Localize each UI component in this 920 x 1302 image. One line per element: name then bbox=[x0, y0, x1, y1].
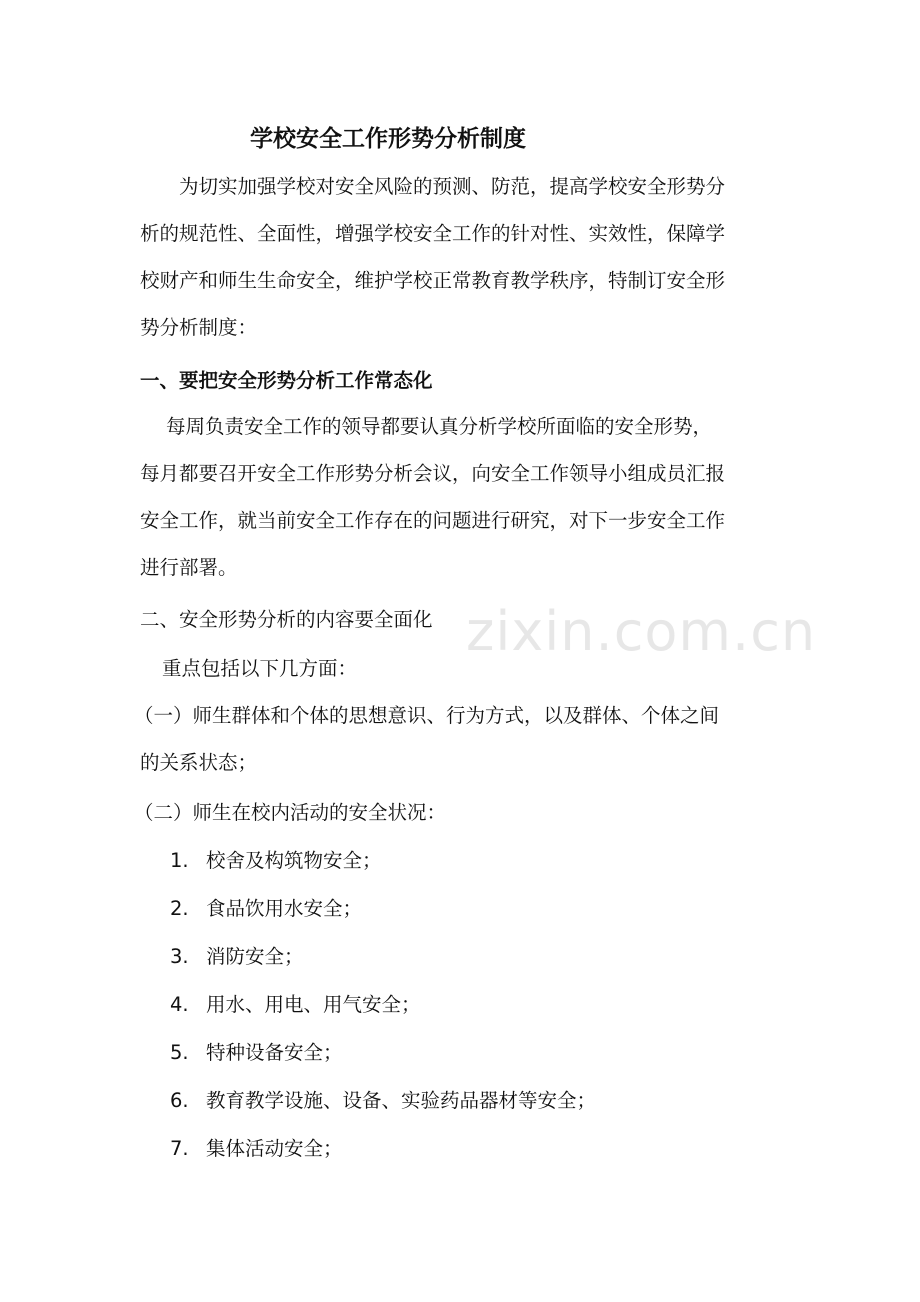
list-item-text: 教育教学设施、设备、实验药品器材等安全； bbox=[206, 1089, 597, 1112]
intro-line: 析的规范性、全面性，增强学校安全工作的针对性、实效性，保障学 bbox=[140, 222, 726, 245]
intro-line: 校财产和师生生命安全，维护学校正常教育教学秩序，特制订安全形 bbox=[140, 269, 726, 292]
list-item bbox=[170, 846, 382, 876]
intro-line: 为切实加强学校对安全风险的预测、防范，提高学校安全形势分 bbox=[140, 175, 726, 198]
list-item-number: 2. bbox=[170, 897, 189, 920]
list-item-text: 集体活动安全； bbox=[206, 1137, 343, 1160]
list-item-number: 5. bbox=[170, 1041, 189, 1064]
list-item bbox=[170, 990, 421, 1020]
list-item bbox=[170, 1038, 343, 1068]
sub1-line: （一）师生群体和个体的思想意识、行为方式，以及群体、个体之间 bbox=[134, 704, 720, 727]
section1-line: 每月都要召开安全工作形势分析会议，向安全工作领导小组成员汇报 bbox=[140, 462, 726, 485]
list-item-text: 食品饮用水安全； bbox=[206, 897, 363, 920]
list-item-text: 特种设备安全； bbox=[206, 1041, 343, 1064]
list-item bbox=[170, 1134, 343, 1164]
section2-lead: 重点包括以下几方面： bbox=[162, 657, 358, 680]
list-item-text: 校舍及构筑物安全； bbox=[206, 849, 382, 872]
section1-line: 进行部署。 bbox=[140, 556, 238, 579]
list-item bbox=[170, 894, 362, 924]
watermark: zixin.com.cn bbox=[466, 600, 817, 663]
section1-heading: 一、要把安全形势分析工作常态化 bbox=[140, 369, 433, 392]
list-item bbox=[170, 942, 304, 972]
list-item-text: 用水、用电、用气安全； bbox=[206, 993, 421, 1016]
sub2-heading: （二）师生在校内活动的安全状况： bbox=[134, 801, 447, 824]
list-item-number: 4. bbox=[170, 993, 189, 1016]
intro-paragraph bbox=[140, 163, 790, 351]
sub1-line: 的关系状态； bbox=[140, 751, 258, 774]
list-item bbox=[170, 1086, 596, 1116]
list-item-number: 7. bbox=[170, 1137, 189, 1160]
list-item-number: 3. bbox=[170, 945, 189, 968]
list-item-text: 消防安全； bbox=[206, 945, 304, 968]
section1-paragraph bbox=[140, 403, 790, 591]
sub1-paragraph bbox=[134, 692, 784, 786]
list-item-number: 1. bbox=[170, 849, 189, 872]
section1-line: 安全工作，就当前安全工作存在的问题进行研究，对下一步安全工作 bbox=[140, 509, 726, 532]
section1-line: 每周负责安全工作的领导都要认真分析学校所面临的安全形势， bbox=[166, 415, 713, 438]
section2-heading: 二、安全形势分析的内容要全面化 bbox=[140, 608, 433, 631]
list-item-number: 6. bbox=[170, 1089, 189, 1112]
intro-line: 势分析制度： bbox=[140, 316, 258, 339]
document-title: 学校安全工作形势分析制度 bbox=[250, 126, 526, 152]
